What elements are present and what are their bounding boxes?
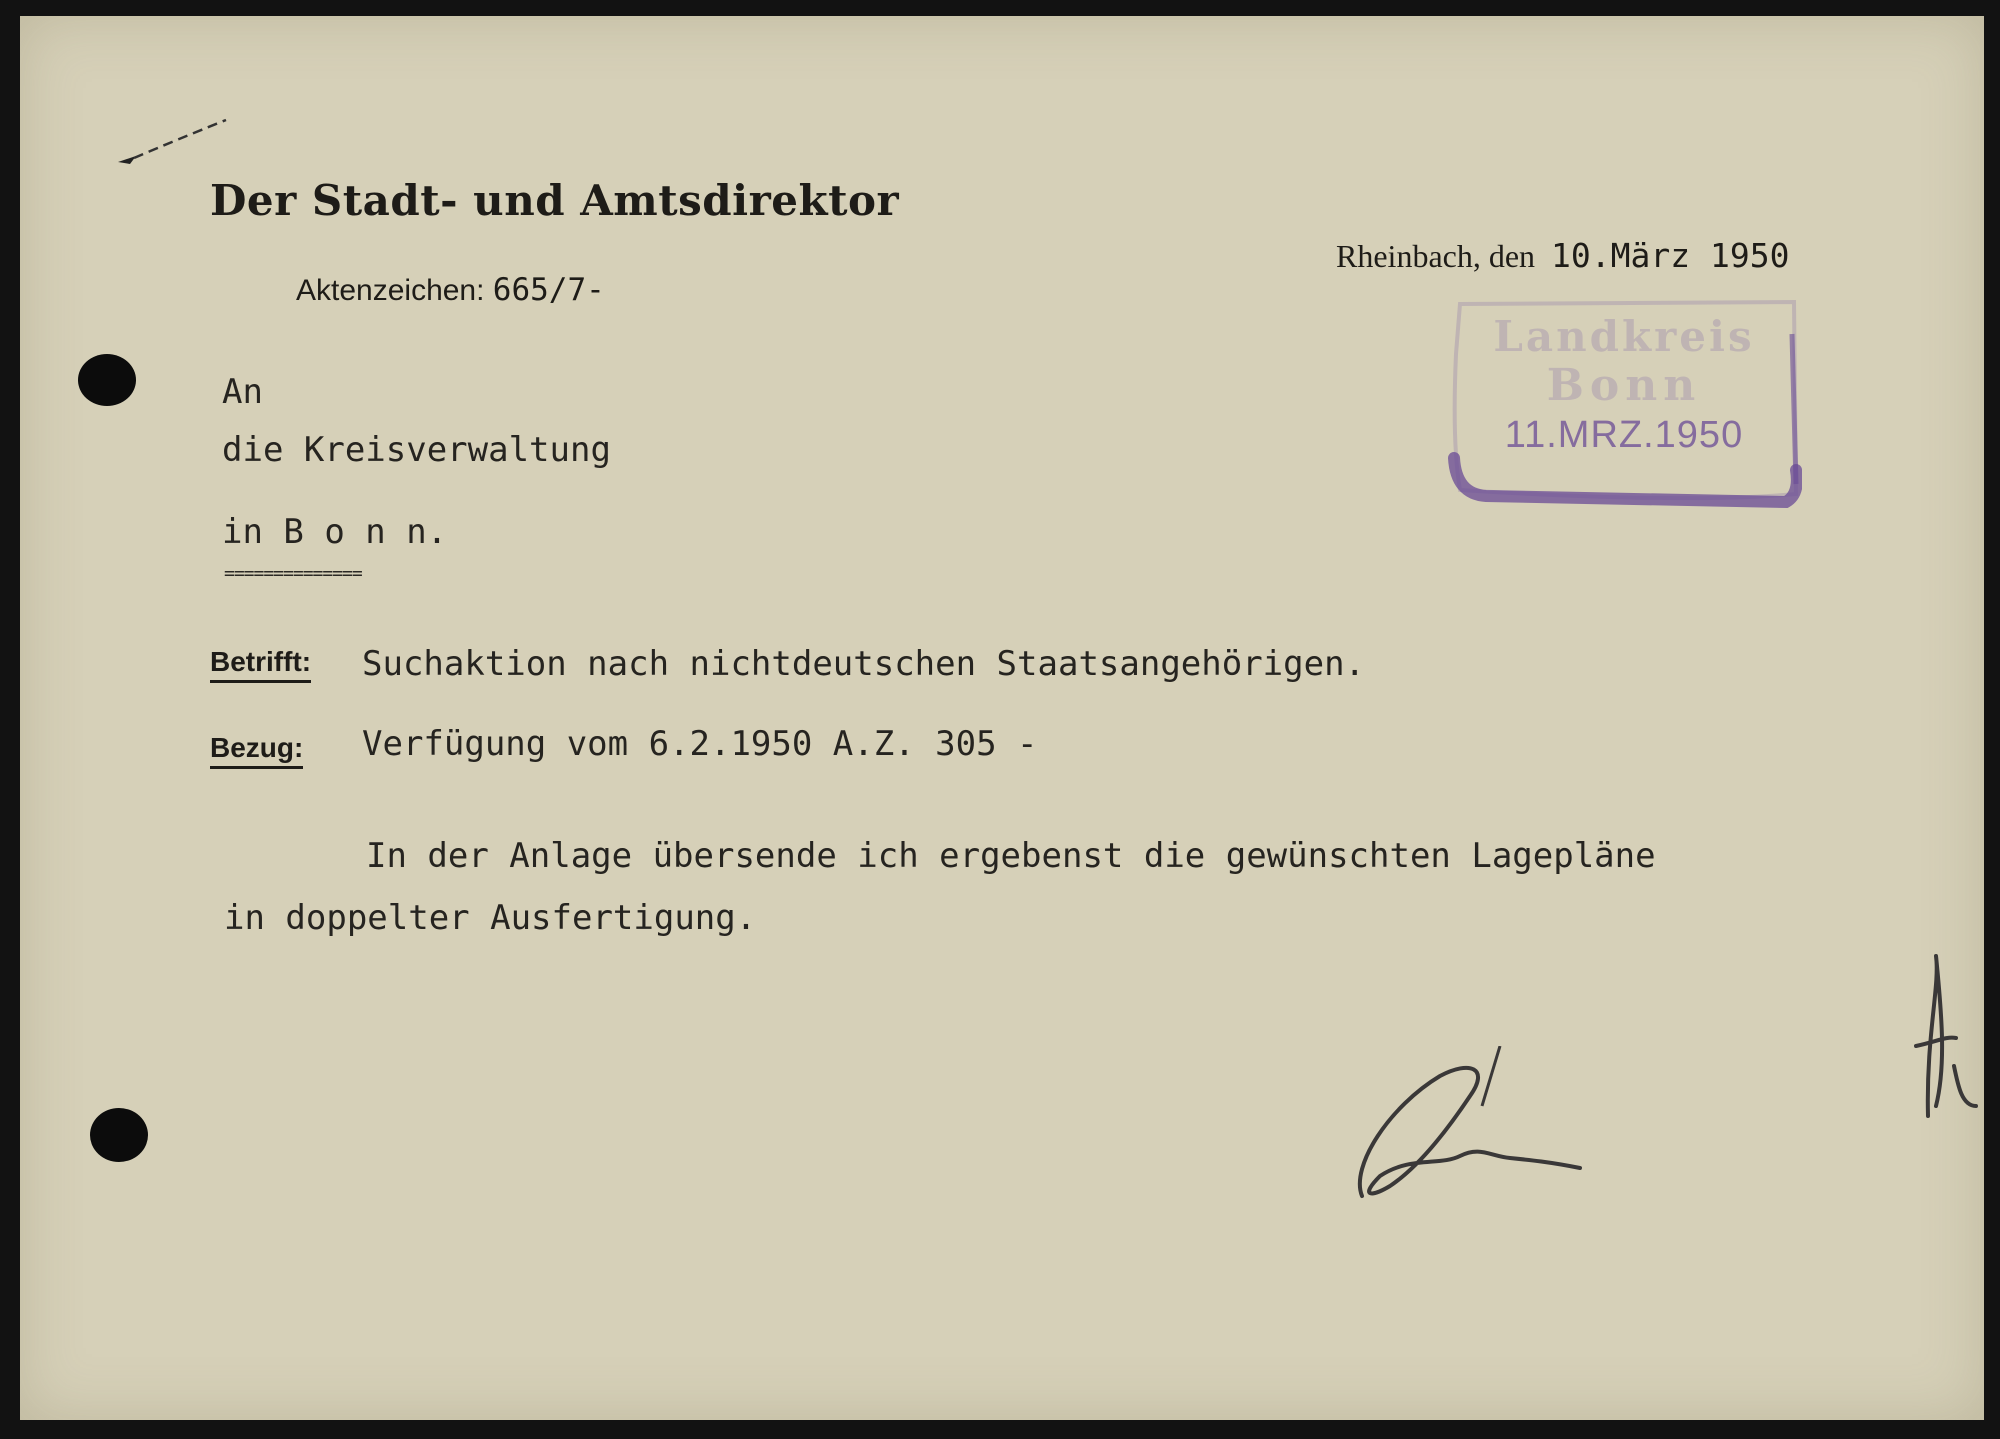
punch-hole-top (78, 354, 136, 406)
stamp-date: 11.MRZ.1950 (1504, 414, 1744, 456)
stamp-line-2: Bonn (1546, 360, 1702, 411)
body-line-2: in doppelter Ausfertigung. (224, 898, 757, 938)
recipient-line-2: die Kreisverwaltung (222, 430, 611, 470)
letterhead-title: Der Stadt- und Amtsdirektor (210, 176, 900, 225)
signature (1350, 1046, 1590, 1216)
recipient-line-1: An (222, 372, 263, 412)
subject-label: Betrifft: (210, 646, 311, 683)
file-reference-value: 665/7- (492, 272, 605, 308)
letter-date: 10.März 1950 (1551, 236, 1790, 275)
pen-mark (116, 112, 236, 172)
recipient-line-3: in B o n n. (222, 512, 448, 552)
punch-hole-bottom (90, 1108, 148, 1162)
body-line-1: In der Anlage übersende ich ergebenst die gewünschten Lagepläne (366, 836, 1656, 876)
stamp-line-1: Landkreis (1493, 312, 1755, 361)
dateline (1336, 236, 1789, 275)
receipt-stamp (1446, 294, 1802, 514)
letter-page (20, 16, 1984, 1420)
reference-label: Bezug: (210, 732, 303, 769)
file-reference-label: Aktenzeichen: (296, 274, 485, 307)
subject-text: Suchaktion nach nichtdeutschen Staatsangehörigen. (362, 644, 1366, 684)
place-text: Rheinbach, den (1336, 238, 1536, 274)
reference-text: Verfügung vom 6.2.1950 A.Z. 305 - (362, 724, 1038, 764)
initials-mark (1906, 946, 1986, 1126)
file-reference (296, 272, 605, 308)
recipient-underline: ============== (224, 563, 362, 584)
